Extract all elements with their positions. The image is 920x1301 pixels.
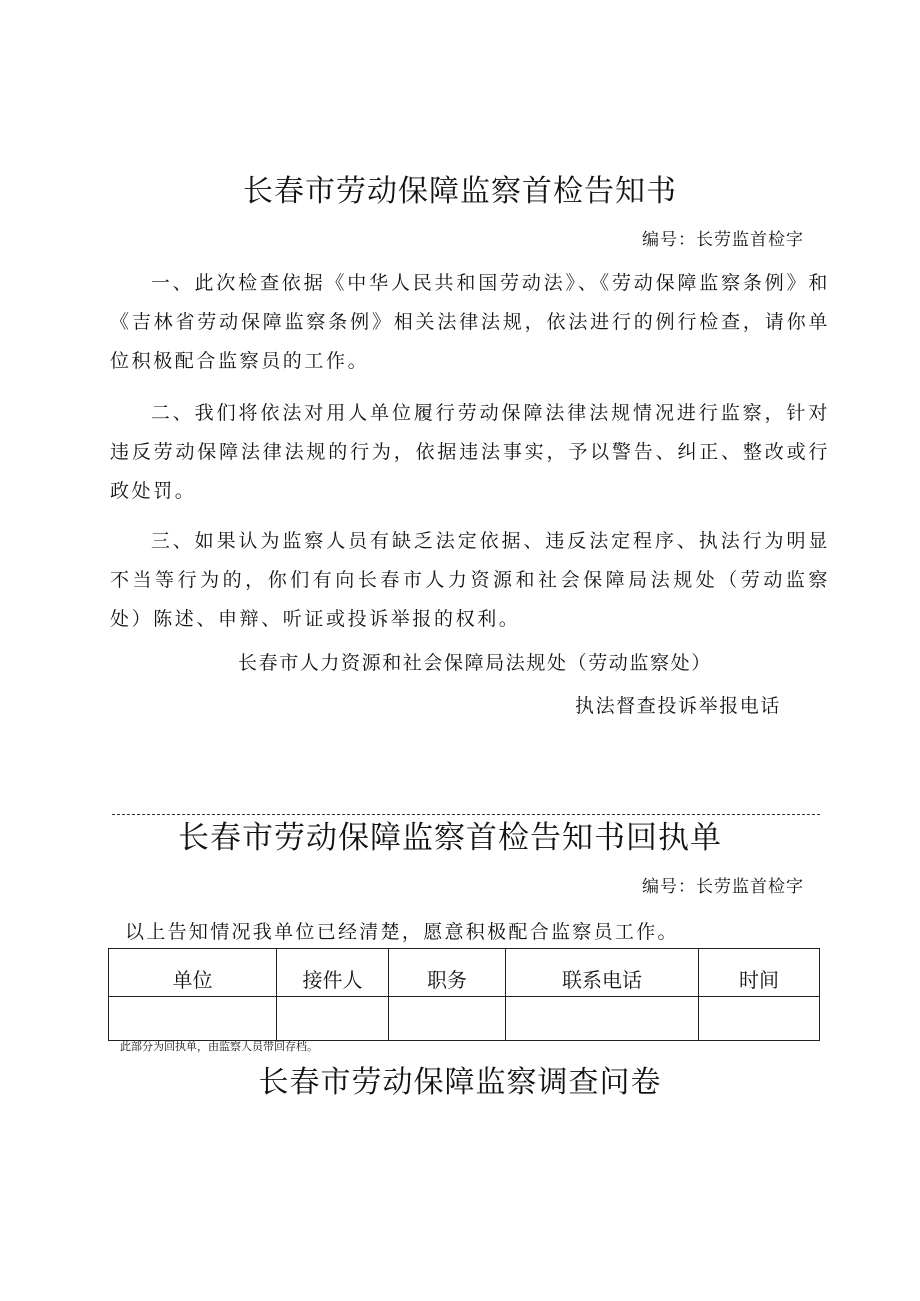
receipt-title: 长春市劳动保障监察首检告知书回执单 xyxy=(178,820,722,856)
receipt-acknowledgement: 以上告知情况我单位已经清楚，愿意积极配合监察员工作。 xyxy=(125,921,679,943)
receiver-cell[interactable] xyxy=(277,997,389,1041)
notice-paragraph-1: 一、此次检查依据《中华人民共和国劳动法》、《劳动保障监察条例》和《吉林省劳动保障监察条例》相关法律法规，依法进行的例行检查，请你单位积极配合监察员的工作。 xyxy=(110,272,830,372)
receipt-code: 编号：长劳监首检字 xyxy=(642,877,804,897)
notice-code: 编号：长劳监首检字 xyxy=(642,230,804,250)
notice-paragraph-3: 三、如果认为监察人员有缺乏法定依据、违反法定程序、执法行为明显不当等行为的，你们有向长春市人力资源和社会保障局法规处（劳动监察处）陈述、申辩、听证或投诉举报的权利。 xyxy=(110,530,830,630)
notice-title: 长春市劳动保障监察首检告知书 xyxy=(243,174,677,209)
column-position: 职务 xyxy=(389,949,506,997)
phone-cell[interactable] xyxy=(506,997,699,1041)
column-receiver: 接件人 xyxy=(277,949,389,997)
survey-title: 长春市劳动保障监察调查问卷 xyxy=(258,1065,662,1100)
notice-paragraph-2: 二、我们将依法对用人单位履行劳动保障法律法规情况进行监察，针对违反劳动保障法律法规的行为，依据违法事实，予以警告、纠正、整改或行政处罚。 xyxy=(110,402,830,502)
column-unit: 单位 xyxy=(109,949,277,997)
notice-signature: 长春市人力资源和社会保障局法规处（劳动监察处） xyxy=(238,652,712,674)
cut-line-divider xyxy=(112,814,820,815)
column-time: 时间 xyxy=(699,949,820,997)
notice-hotline: 执法督查投诉举报电话 xyxy=(575,695,782,717)
column-phone: 联系电话 xyxy=(506,949,699,997)
position-cell[interactable] xyxy=(389,997,506,1041)
receipt-note: 此部分为回执单，由监察人员带回存档。 xyxy=(120,1040,318,1053)
receipt-table xyxy=(108,948,820,1041)
receipt-entry-row xyxy=(109,997,820,1041)
time-cell[interactable] xyxy=(699,997,820,1041)
receipt-header-row xyxy=(109,949,820,997)
unit-cell[interactable] xyxy=(109,997,277,1041)
